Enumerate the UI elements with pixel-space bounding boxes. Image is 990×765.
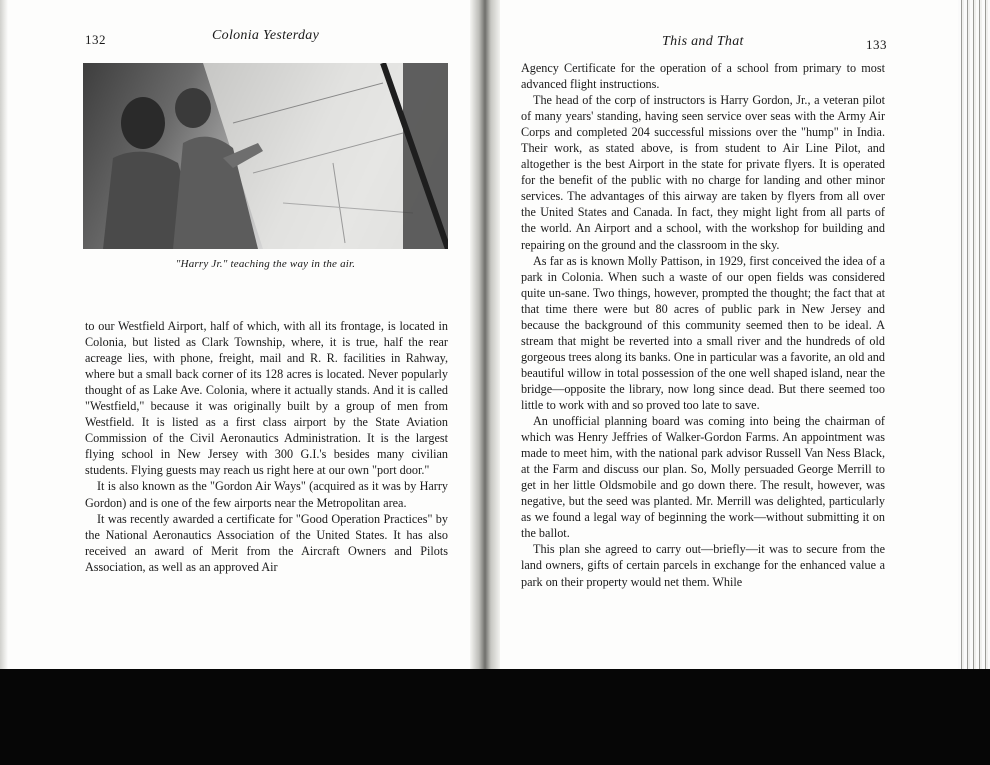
left-body-text <box>85 318 448 575</box>
right-paragraph: This plan she agreed to carry out—briefly—it was to secure from the land owners, gifts of certain parcels in exchange for the enhanced value a park on their property would net them. While <box>521 542 885 589</box>
scan-bottom-shadow <box>0 669 990 765</box>
left-paragraph: It is also known as the "Gordon Air Ways" (acquired as it was by Harry Gordon) and is one of the few airports near the Metropolitan area. <box>85 479 448 510</box>
left-page-edge <box>0 0 8 669</box>
right-page-edges <box>958 0 990 669</box>
right-paragraph: An unofficial planning board was coming into being the chairman of which was Henry Jeffries of Walker-Gordon Farms. An appointment was made to meet him, with the national park advisor Russell Van Ness Black, at the Farm and discuss our plan. So, Molly persuaded George Merrill to get in her little Oldsmobile and go down there. The result, however, was negative, but the seed was planted. Mr. Merrill was delighted, particularly as we found a legal way of beginning the work—without submitting it on the ballot. <box>521 414 885 541</box>
book-gutter <box>470 0 500 669</box>
right-paragraph: As far as is known Molly Pattison, in 1929, first conceived the idea of a park in Colonia. When such a waste of our open fields was considered quite un-sane. Two things, however, prompted the thought; the fact that at that time there were but 80 acres of public park in New Jersey and because the background of this community seemed then to be ideal. A stream that might be reverted into a small river and the hundreds of old gorgeous trees along its banks. One in particular was a favorite, an old and beautiful willow in total possession of the one well shaped island, near the bridge—opposite the library, now long since dead. But there seemed too little to work with and so proved too late to save. <box>521 253 885 412</box>
right-paragraph: Agency Certificate for the operation of a school from primary to most advanced flight instructions. <box>521 61 885 92</box>
right-paragraph: The head of the corp of instructors is Harry Gordon, Jr., a veteran pilot of many years' standing, having seen service over seas with the Army Air Corps and completed 204 successful missions over the "hump" in India. Their work, as stated above, is from student to Air Line Pilot, and altogether is the best Airport in the state for private flyers. It is operated for the benefit of the public with no charge for landing and other minor services. The advantages of this airway are taken by flyers from all over the United States and Canada. In fact, they might light from all parts of the world. An Airport and a school, with the workshop for building and repairing on the ground and the classroom in the sky. <box>521 93 885 252</box>
instructor-photo <box>83 63 448 249</box>
right-running-head: This and That <box>662 34 744 49</box>
left-page-number: 132 <box>85 32 106 47</box>
photo-illustration <box>83 63 448 249</box>
left-paragraph: It was recently awarded a certificate for "Good Operation Practices" by the National Aeronautics Association of the United States. It has also received an award of Merit from the Aircraft Owners and Pilots Association, as well as an approved Air <box>85 511 448 574</box>
left-running-head: Colonia Yesterday <box>212 28 320 43</box>
left-paragraph: to our Westfield Airport, half of which, with all its frontage, is located in Colonia, but listed as Clark Township, where, it is true, half the rear acreage lies, with phone, freight, mail and R. R. facilities in Rahway, where but a small back corner of its 128 acres is located. Never popularly thought of as Lake Ave. Colonia, where it actually stands. And it is called "Westfield," because it was originally built by a group of men from Westfield. It is listed as a first class airport by the State Aviation Commission of the Civil Aeronautics Administration. It is the largest flying school in New Jersey with 300 G.I.'s besides many civilian students. Flying guests may reach us right here at our own "port door." <box>85 319 448 478</box>
right-body-text <box>521 60 885 590</box>
photo-caption: "Harry Jr." teaching the way in the air. <box>175 258 356 270</box>
right-page-number: 133 <box>866 37 887 52</box>
